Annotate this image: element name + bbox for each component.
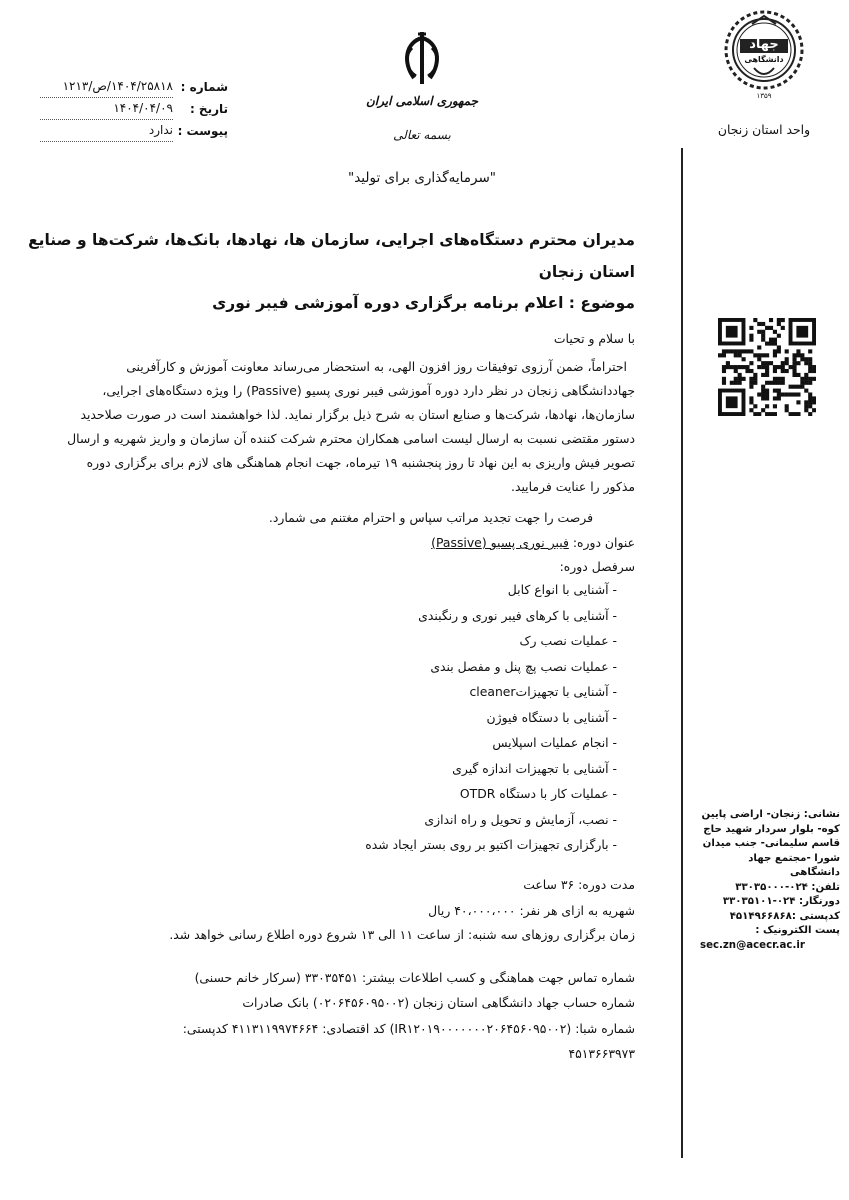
list-item: - انجام عملیات اسپلایس — [492, 735, 617, 750]
recipient-line-2: استان زنجان — [538, 263, 635, 281]
address-line: دورنگار: ۰۲۴-۳۳۰۳۵۱۰۱ — [722, 896, 840, 907]
logo-year: ۱۳۵۹ — [756, 92, 772, 100]
list-item: - نصب، آزمایش و تحویل و راه اندازی — [424, 811, 617, 827]
list-item: - آشنایی با دستگاه فیوژن — [486, 709, 617, 725]
address-line: پست الکترونیک : — [755, 925, 840, 936]
org-unit: واحد استان زنجان — [717, 122, 811, 137]
address-line: تلفن: ۰۲۴-۳۳۰۳۵۰۰۰ — [735, 881, 840, 893]
address-line: کدپستی :۴۵۱۴۹۶۶۸۶۸ — [729, 910, 840, 922]
list-item: - بارگزاری تجهیزات اکتیو بر روی بستر ایجاد شده — [365, 837, 617, 852]
body-line: تصویر فیش واریزی به این نهاد تا روز پنجشنبه ۱۹ تیرماه، جهت انجام هماهنگی های لازم برای برگزاری دوره — [86, 455, 635, 470]
address-line: کوه- بلوار سردار شهید حاج — [703, 823, 840, 835]
syllabus-label: سرفصل دوره: — [559, 559, 635, 574]
address-line: قاسم سلیمانی- جنب میدان — [702, 838, 840, 849]
postal-code: ۴۵۱۳۶۶۳۹۷۳ — [568, 1046, 635, 1061]
body-line: سازمان‌ها، نهادها، شرکت‌ها و صنایع استان به شرح ذیل برگزار نماید. لذا خواهشمند است در صورت صلاحدید — [80, 407, 635, 422]
date-value: ۱۴۰۴/۰۴/۰۹ — [113, 101, 173, 115]
qr-code — [718, 318, 816, 416]
list-item: - عملیات نصب رک — [519, 633, 617, 648]
column-divider — [681, 148, 683, 1158]
attachment-label: پیوست : — [177, 124, 228, 138]
list-item: - عملیات کار با دستگاه OTDR — [459, 786, 617, 801]
course-schedule: زمان برگزاری روزهای سه شنبه: از ساعت ۱۱ الی ۱۳ شروع دوره اطلاع رسانی خواهد شد. — [169, 927, 635, 942]
slogan: "سرمایه‌گذاری برای تولید" — [348, 170, 496, 186]
body-line: احتراماً، ضمن آرزوی توفیقات روز افزون الهی، به استحضار می‌رساند معاونت آموزش و کارآفرینی — [126, 359, 627, 374]
course-fee: شهریه به ازای هر نفر: ۴۰،۰۰۰،۰۰۰ ریال — [428, 903, 635, 918]
greeting: با سلام و تحیات — [553, 331, 635, 346]
letter-number — [40, 80, 228, 100]
body-line: دستور مقتضی نسبت به ارسال لیست اسامی همکاران محترم شرکت کننده آن سازمان و واریز شهریه و ارسال — [67, 431, 635, 446]
list-item: - آشنایی با کرهای فیبر نوری و رنگبندی — [418, 607, 617, 623]
recipient-line-1: مدیران محترم دستگاه‌های اجرایی، سازمان ها، نهادها، بانک‌ها، شرکت‌ها و صنایع — [28, 231, 635, 249]
number-value: ۱۴۰۴/۲۵۸۱۸/ص/۱۲۱۳ — [62, 79, 173, 93]
logo-title: جهاد — [749, 37, 779, 52]
syllabus-list — [365, 582, 617, 863]
course-title-label: عنوان دوره: — [572, 535, 635, 550]
date-label: تاریخ : — [189, 102, 228, 116]
contact-info: شماره تماس جهت هماهنگی و کسب اطلاعات بیشتر: ۳۳۰۳۵۴۵۱ (سرکار خانم حسنی) — [194, 970, 635, 985]
body-line: جهاددانشگاهی زنجان در نظر دارد دوره آموزشی فیبر نوری پسیو (Passive) را ویژه دستگاه‌های اجرایی، — [102, 383, 635, 398]
address-line: شورا -مجتمع جهاد دانشگاهی — [748, 852, 840, 878]
list-item: - آشنایی با تجهیزاتcleaner — [469, 684, 617, 699]
list-item: - آشنایی با تجهیزات اندازه گیری — [452, 760, 617, 776]
body-paragraph — [67, 355, 635, 499]
attachment-value: ندارد — [148, 123, 173, 137]
closing: فرصت را جهت تجدید مراتب سپاس و احترام مغتنم می شمارد. — [268, 510, 593, 525]
address-line: نشانی: زنجان- اراضی پایین — [701, 809, 840, 820]
logo-subtitle: دانشگاهی — [744, 55, 784, 64]
course-title-value: فیبر نوری پسیو (Passive) — [431, 535, 569, 550]
bismillah: بسمه تعالی — [393, 128, 451, 142]
list-item: - آشنایی با انواع کابل — [507, 582, 617, 597]
subject: موضوع : اعلام برنامه برگزاری دوره آموزشی فیبر نوری — [212, 294, 635, 312]
body-line: مذکور را عنایت فرمایید. — [511, 479, 635, 494]
list-item: - عملیات نصب پچ پنل و مفصل بندی — [430, 658, 617, 674]
course-duration: مدت دوره: ۳۶ ساعت — [523, 877, 635, 892]
emblem-text: جمهوری اسلامی ایران — [365, 94, 479, 108]
letter-attachment — [40, 124, 228, 144]
letter-date — [40, 102, 228, 122]
iran-emblem — [392, 28, 452, 88]
number-label: شماره : — [180, 80, 228, 94]
email-address: sec.zn@acecr.ac.ir — [700, 939, 805, 951]
course-title — [431, 535, 635, 550]
sidebar-address — [700, 808, 840, 953]
sheba-info: شماره شبا: (IR۱۲۰۱۹۰۰۰۰۰۰۰۲۰۶۴۵۶۰۹۵۰۰۲) کد اقتصادی: ۴۱۱۳۱۱۹۹۷۴۶۶۴ کدپستی: — [182, 1021, 635, 1036]
bank-account: شماره حساب جهاد دانشگاهی استان زنجان (۰۲۰۶۴۵۶۰۹۵۰۰۲) بانک صادرات — [242, 995, 635, 1010]
jahad-logo — [724, 10, 804, 100]
